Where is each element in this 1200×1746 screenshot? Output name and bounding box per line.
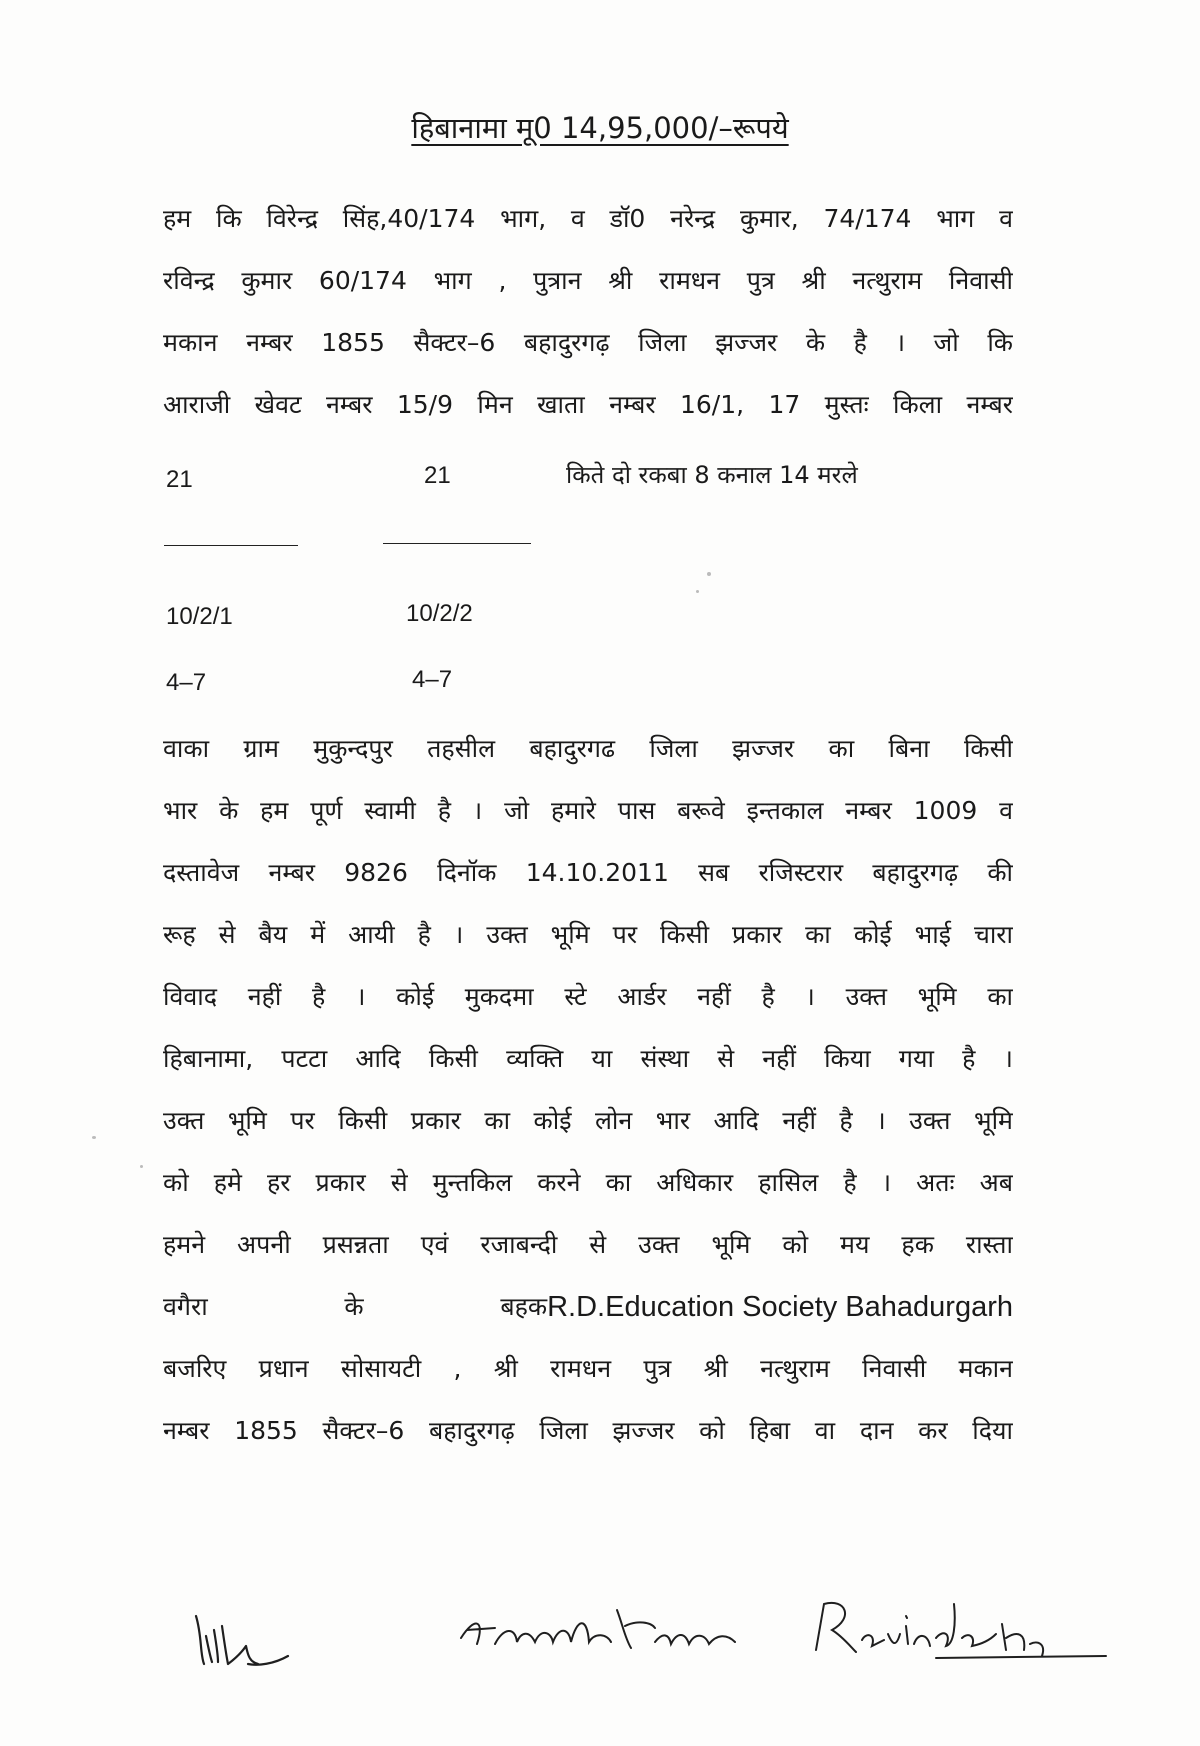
scan-speck <box>140 1165 143 1168</box>
text-line: नम्बर 1855 सैक्टर–6 बहादुरगढ़ जिला झज्जर को हिबा वा दान कर दिया <box>163 1416 1013 1445</box>
text-line: बजरिए प्रधान सोसायटी , श्री रामधन पुत्र श्री नत्थुराम निवासी मकान <box>163 1354 1013 1383</box>
text-line: दस्तावेज नम्बर 9826 दिनॉक 14.10.2011 सब रजिस्टरार बहादुरगढ़ की <box>163 858 1013 887</box>
text-line: वाका ग्राम मुकुन्दपुर तहसील बहादुरगढ जिला झज्जर का बिना किसी <box>163 734 1013 763</box>
text-line: को हमे हर प्रकार से मुन्तकिल करने का अधिकार हासिल है । अतः अब <box>163 1168 1013 1197</box>
text-line: उक्त भूमि पर किसी प्रकार का कोई लोन भार आदि नहीं है । उक्त भूमि <box>163 1106 1013 1135</box>
text-line: रूह से बैय में आयी है । उक्त भूमि पर किसी प्रकार का कोई भाई चारा <box>163 920 1013 949</box>
text-line: आराजी खेवट नम्बर 15/9 मिन खाता नम्बर 16/1, 17 मुस्तः किला नम्बर <box>163 390 1013 419</box>
khasra-col2-top: 21 <box>424 462 451 489</box>
text-line: हम कि विरेन्द्र सिंह,40/174 भाग, व डॉ0 नरेन्द्र कुमार, 74/174 भाग व <box>163 204 1013 233</box>
khasra-col2-area: 4–7 <box>412 666 453 693</box>
text-line: हिबानामा, पटटा आदि किसी व्यक्ति या संस्था से नहीं किया गया है । <box>163 1044 1013 1073</box>
scan-speck <box>92 1136 96 1139</box>
society-prefix: वगैरा के बहक <box>163 1292 548 1321</box>
signature-virender <box>188 1606 298 1676</box>
khasra-col1-top: 21 <box>166 466 193 493</box>
text-line: मकान नम्बर 1855 सैक्टर–6 बहादुरगढ़ जिला झज्जर के है । जो कि <box>163 328 1013 357</box>
scan-speck <box>696 590 699 593</box>
text-line: भार के हम पूर्ण स्वामी है । जो हमारे पास बरूवे इन्तकाल नम्बर 1009 व <box>163 796 1013 825</box>
text-line: रविन्द्र कुमार 60/174 भाग , पुत्रान श्री रामधन पुत्र श्री नत्थुराम निवासी <box>163 266 1013 295</box>
paragraph-owners <box>163 188 1013 436</box>
text-line: विवाद नहीं है । कोई मुकदमा स्टे आर्डर नहीं है । उक्त भूमि का <box>163 982 1013 1011</box>
paragraph-declaration <box>163 718 1013 1462</box>
text-line: हमने अपनी प्रसन्नता एवं रजाबन्दी से उक्त भूमि को मय हक रास्ता <box>163 1230 1013 1259</box>
fraction-line <box>164 545 298 546</box>
scan-speck <box>707 572 711 576</box>
text-line-society <box>163 1276 1013 1338</box>
khasra-area-text: किते दो रकबा 8 कनाल 14 मरले <box>566 461 858 489</box>
khasra-col1-bottom: 10/2/1 <box>166 603 233 630</box>
society-name: R.D.Education Society Bahadurgarh <box>547 1291 1013 1323</box>
khasra-col1-area: 4–7 <box>166 669 207 696</box>
signature-ravinder <box>806 1594 1116 1674</box>
khasra-col2-bottom: 10/2/2 <box>406 600 473 627</box>
signature-narender <box>455 1598 755 1668</box>
fraction-line <box>383 543 531 544</box>
document-title: हिबानामा मू0 14,95,000/–रूपये <box>411 111 789 145</box>
